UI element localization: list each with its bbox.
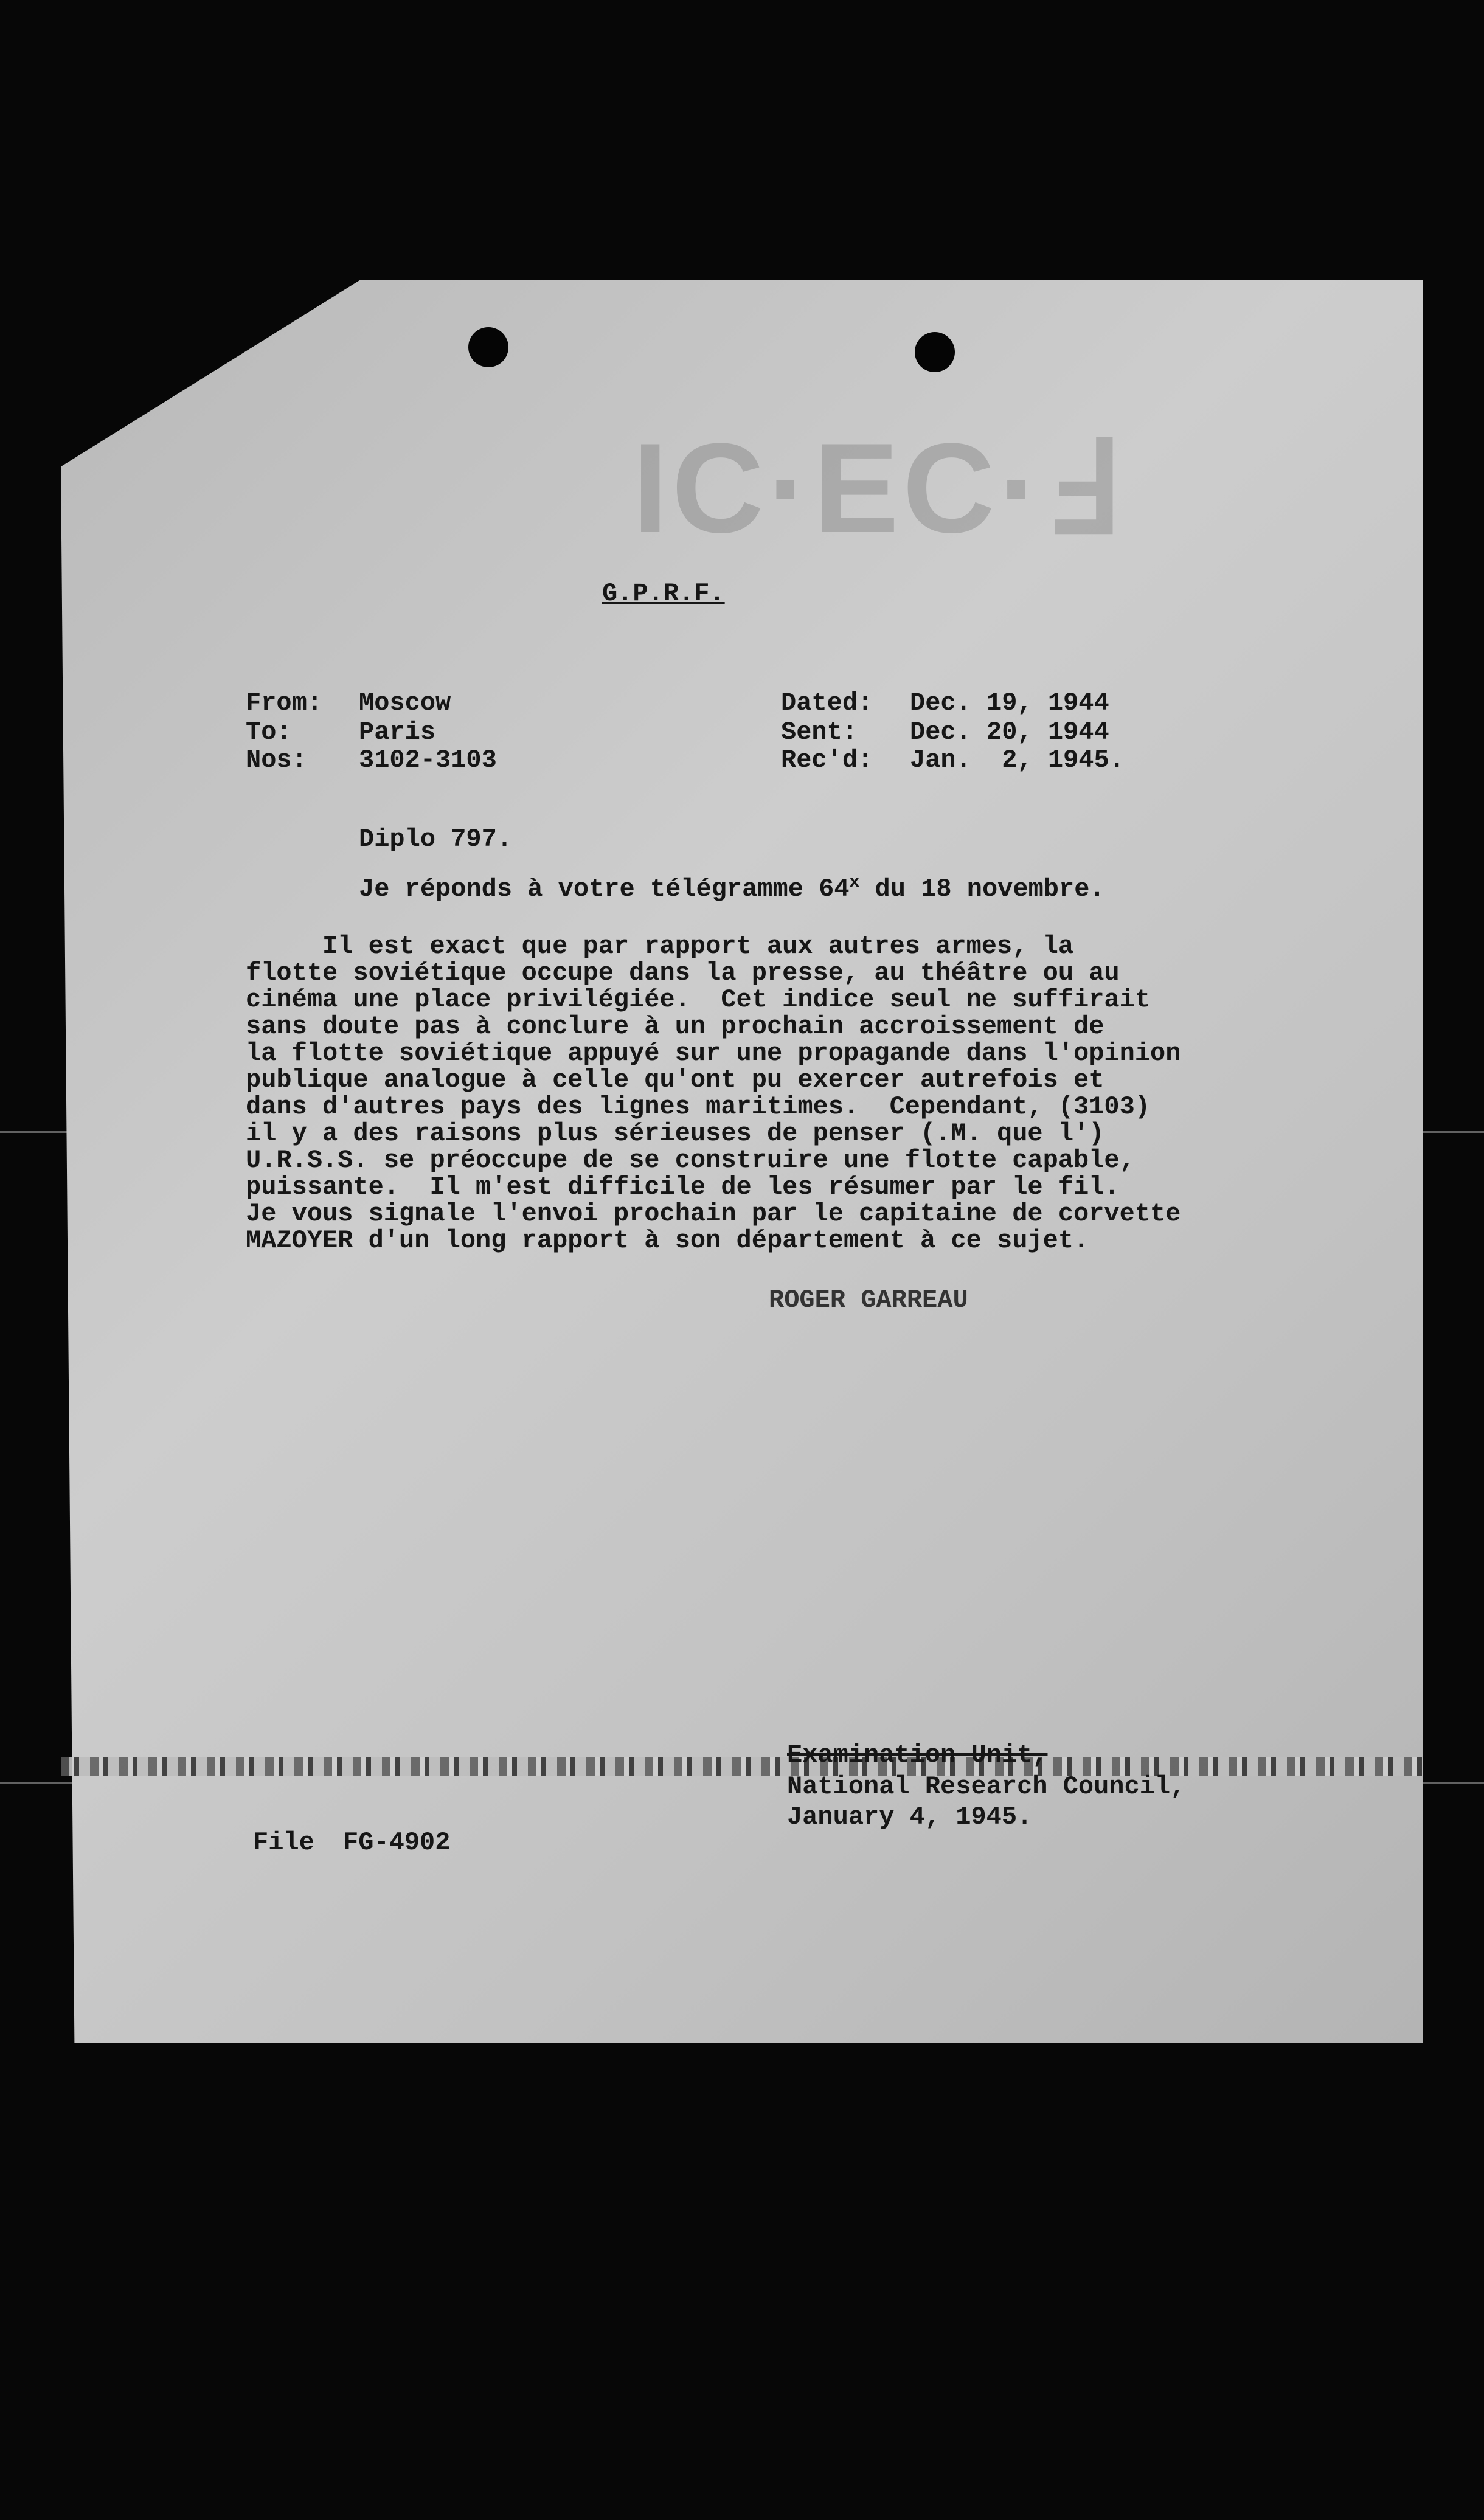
paragraph-2-line: sans doute pas à conclure à un prochain accroissement de <box>246 1012 1104 1041</box>
from-value: Moscow <box>359 688 451 718</box>
paragraph-1-superscript: x <box>849 873 860 892</box>
faded-stamp: IC·EC·Ⅎ <box>633 417 1122 559</box>
signature: ROGER GARREAU <box>769 1286 968 1315</box>
to-value: Paris <box>359 718 436 747</box>
paragraph-1-text: Je réponds à votre télégramme 64 <box>359 874 850 904</box>
nos-label: Nos: <box>246 746 307 775</box>
from-label: From: <box>246 688 323 718</box>
fold-crease <box>61 1757 1423 1776</box>
paragraph-1 <box>359 873 1105 905</box>
paragraph-1-end: du 18 novembre. <box>859 874 1105 904</box>
paragraph-2-line: Il est exact que par rapport aux autres armes, la <box>246 932 1074 961</box>
punch-hole <box>468 327 508 367</box>
paragraph-2-line: publique analogue à celle qu'ont pu exercer autrefois et <box>246 1065 1104 1095</box>
punch-hole <box>915 332 955 372</box>
paragraph-2-line: la flotte soviétique appuyé sur une propagande dans l'opinion <box>246 1039 1181 1068</box>
examination-unit-line: Examination Unit, <box>787 1740 1048 1770</box>
file-number: FG-4902 <box>343 1828 451 1857</box>
paragraph-2-line: flotte soviétique occupe dans la presse, au théâtre ou au <box>246 958 1120 988</box>
footer-date: January 4, 1945. <box>787 1802 1033 1832</box>
to-label: To: <box>246 718 292 747</box>
paragraph-2-line: dans d'autres pays des lignes maritimes. Cependant, (3103) <box>246 1092 1151 1121</box>
nos-value: 3102-3103 <box>359 746 497 775</box>
file-label: File <box>253 1828 314 1857</box>
dated-label: Dated: <box>781 688 873 718</box>
sent-label: Sent: <box>781 718 858 747</box>
paragraph-2-line: cinéma une place privilégiée. Cet indice seul ne suffirait <box>246 985 1151 1014</box>
council-line: National Research Council, <box>787 1772 1186 1801</box>
recd-value: Jan. 2, 1945. <box>910 746 1125 775</box>
header-code: G.P.R.F. <box>602 579 725 608</box>
paragraph-2-line: puissante. Il m'est difficile de les résumer par le fil. <box>246 1172 1120 1202</box>
dated-value: Dec. 19, 1944 <box>910 688 1109 718</box>
recd-label: Rec'd: <box>781 746 873 775</box>
paragraph-2-line: il y a des raisons plus sérieuses de penser (.M. que l') <box>246 1119 1104 1148</box>
paragraph-2-line: U.R.S.S. se préoccupe de se construire une flotte capable, <box>246 1146 1135 1175</box>
paragraph-2-line: Je vous signale l'envoi prochain par le capitaine de corvette <box>246 1199 1181 1228</box>
paragraph-2-line: MAZOYER d'un long rapport à son département à ce sujet. <box>246 1226 1089 1255</box>
diplo-reference: Diplo 797. <box>359 825 513 854</box>
sent-value: Dec. 20, 1944 <box>910 718 1109 747</box>
